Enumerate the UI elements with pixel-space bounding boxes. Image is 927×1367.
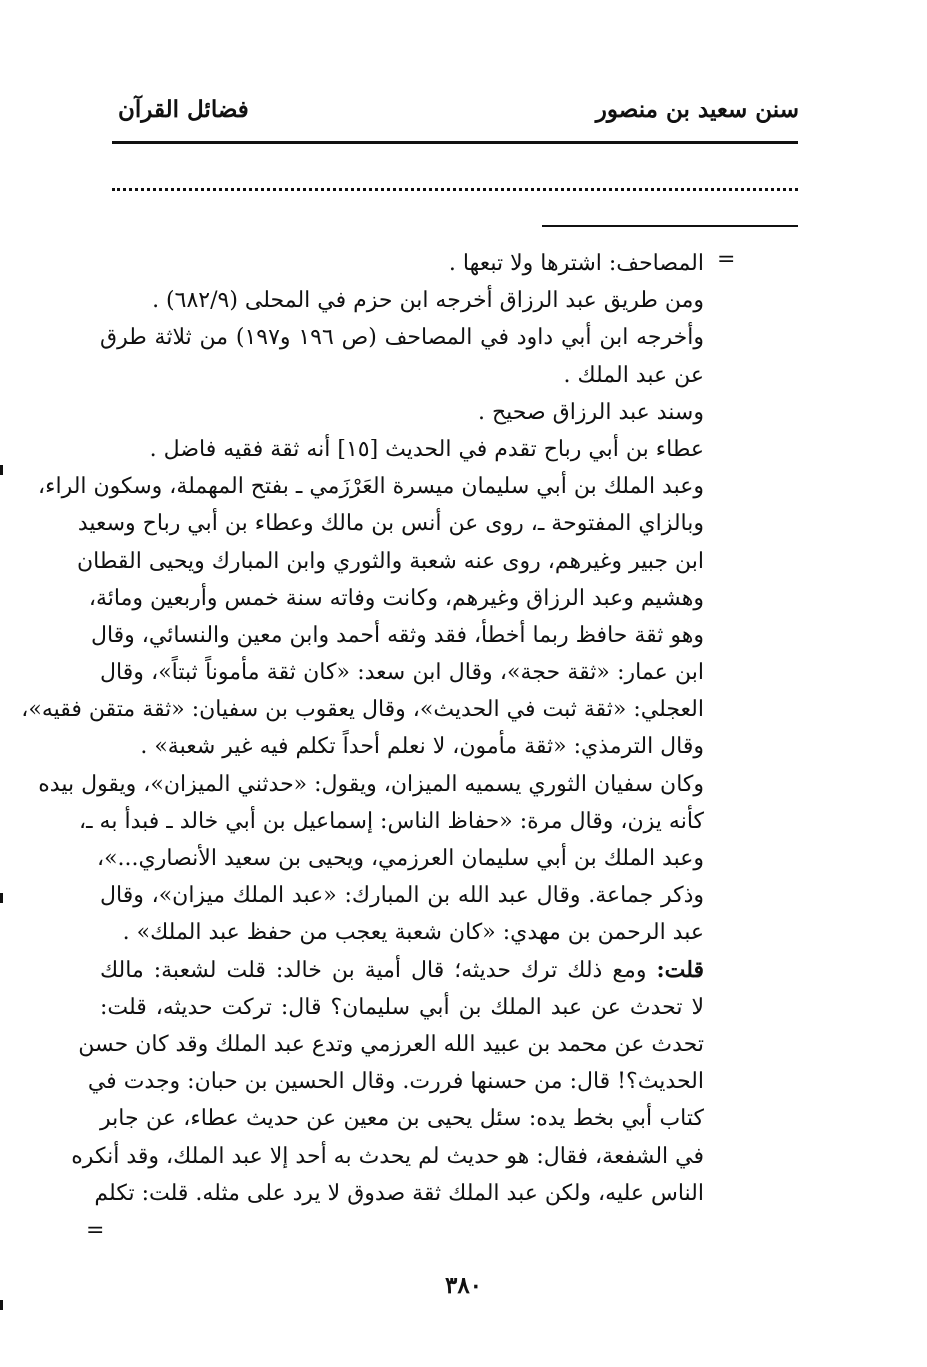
text-line: ابن جبير وغيرهم، روى عنه شعبة والثوري وابن المبارك ويحيى القطان xyxy=(77,548,704,574)
page-number: ٣٨٠ xyxy=(444,1272,483,1299)
text-line: ابن عمار: «ثقة حجة»، وقال ابن سعد: «كان ثقة مأموناً ثبتاً»، وقال xyxy=(100,660,704,686)
text-line: لا تحدث عن عبد الملك بن أبي سليمان؟ قال: تركت حديثه، قلت: xyxy=(100,994,704,1020)
text-line: وهشيم وعبد الرزاق وغيرهم، وكانت وفاته سنة خمس وأربعين ومائة، xyxy=(88,585,704,611)
text-line: عبد الرحمن بن مهدي: «كان شعبة يعجب من حفظ عبد الملك» . xyxy=(122,920,704,946)
section-title: فضائل القرآن xyxy=(118,96,249,123)
text-line: وقال الترمذي: «ثقة مأمون، لا نعلم أحداً تكلم فيه غير شعبة» . xyxy=(140,734,704,760)
text-line: عطاء بن أبي رباح تقدم في الحديث [١٥] أنه ثقة فقيه فاضل . xyxy=(149,436,704,462)
text-line-content: ومع ذلك ترك حديثه؛ قال أمية بن خالد: قلت لشعبة: مالك xyxy=(100,957,647,983)
text-line: العجلي: «ثقة ثبت في الحديث»، وقال يعقوب بن سفيان: «ثقة متقن فقيه»، xyxy=(21,697,704,723)
text-line: كأنه يزن، وقال مرة: «حفاظ الناس: إسماعيل بن أبي خالد ـ فبدأ به ـ، xyxy=(79,808,704,834)
text-line: وعبد الملك بن أبي سليمان ميسرة العَرْزَمي ـ بفتح المهملة، وسكون الراء، xyxy=(38,474,704,500)
text-line: وعبد الملك بن أبي سليمان العرزمي، ويحيى بن سعيد الأنصاري...»، xyxy=(97,846,704,871)
footnote-rule xyxy=(542,225,798,227)
text-line: الناس عليه، ولكن عبد الملك ثقة صدوق لا يرد على مثله. قلت: تكلم xyxy=(94,1180,704,1206)
text-line: المصاحف: اشترها ولا تبعها . xyxy=(448,251,704,276)
scan-edge-mark xyxy=(0,1300,3,1310)
text-line xyxy=(100,952,704,989)
text-line: وهو ثقة حافظ ربما أخطأ، فقد وثقه أحمد وابن معين والنسائي، وقال xyxy=(90,622,704,648)
text-line: وأخرجه ابن أبي داود في المصاحف (ص ١٩٦ و١٩٧) من ثلاثة طرق xyxy=(100,325,704,351)
dotted-separator xyxy=(112,188,798,191)
text-line: عن عبد الملك . xyxy=(563,362,704,388)
header-rule xyxy=(112,141,798,144)
scan-edge-mark xyxy=(0,893,3,903)
text-line: في الشفعة، فقال: هو حديث لم يحدث به أحد إلا عبد الملك، وقد أنكره xyxy=(71,1143,704,1169)
continuation-mark: = xyxy=(717,247,736,272)
text-line: كتاب أبي بخط يده: سئل يحيى بن معين عن حديث عطاء، عن جابر xyxy=(100,1106,704,1132)
text-line: تحدث عن محمد بن عبيد الله العرزمي وتدع عبد الملك وقد كان حسن xyxy=(78,1031,704,1057)
book-title: سنن سعيد بن منصور xyxy=(595,96,799,123)
footnote-text xyxy=(21,245,704,1212)
qult-label: قلت: xyxy=(656,956,704,983)
end-continuation-mark: = xyxy=(86,1218,105,1243)
scan-edge-mark xyxy=(0,465,3,475)
text-line: الحديث؟! قال: من حسنها فررت. وقال الحسين بن حبان: وجدت في xyxy=(87,1069,704,1095)
text-line: وبالزاي المفتوحة ـ، روى عن أنس بن مالك وعطاء بن أبي رباح وسعيد xyxy=(77,511,704,537)
text-line: ومن طريق عبد الرزاق أخرجه ابن حزم في المحلى (٦٨٢/٩) . xyxy=(152,288,704,314)
text-line: وذكر جماعة. وقال عبد الله بن المبارك: «عبد الملك ميزان»، وقال xyxy=(100,883,704,909)
text-line: وكان سفيان الثوري يسميه الميزان، ويقول: «حدثني الميزان»، ويقول بيده xyxy=(38,771,704,797)
text-line: وسند عبد الرزاق صحيح . xyxy=(477,399,704,425)
